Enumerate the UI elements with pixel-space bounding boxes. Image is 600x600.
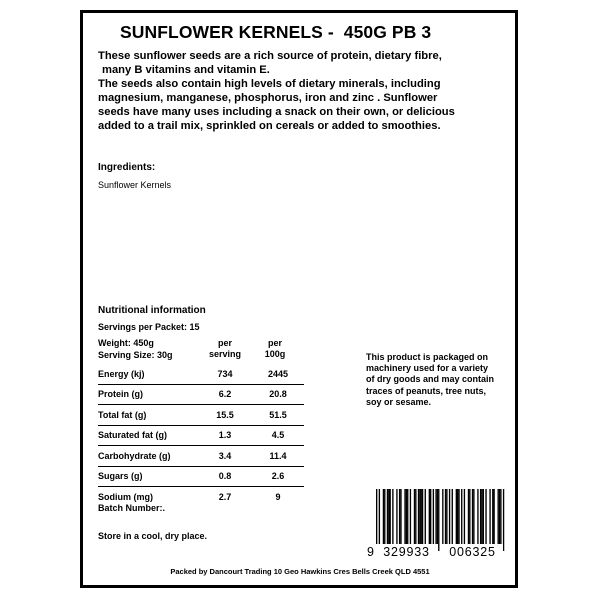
barcode-bar [492, 489, 493, 544]
nutrition-heading: Nutritional information [98, 305, 206, 316]
nutrient-label: Sugars (g) [98, 466, 198, 487]
barcode-bar [438, 489, 439, 551]
barcode-bar [388, 489, 389, 544]
table-row [98, 466, 304, 487]
allergen-statement [366, 352, 506, 408]
barcode-bar [468, 489, 469, 544]
barcode-bar [452, 489, 453, 544]
barcode-bar [445, 489, 446, 544]
nutrition-table [98, 364, 304, 507]
per-100g-value: 2.6 [252, 466, 304, 487]
barcode-bar [383, 489, 384, 544]
allergen-line: This product is packaged on [366, 352, 489, 362]
barcode-bar [379, 489, 380, 551]
column-header-line: per [267, 338, 282, 348]
per-serving-value: 2.7 [218, 491, 232, 502]
description-line: The seeds also contain high levels of dietary minerals, including [98, 78, 441, 91]
table-row [98, 384, 304, 405]
barcode-bar [407, 489, 408, 544]
barcode-bar [457, 489, 458, 544]
barcode-bar [422, 489, 423, 544]
description-line: These sunflower seeds are a rich source of protein, dietary fibre, [98, 50, 442, 62]
barcode-bar [387, 489, 388, 544]
nutrient-label: Energy (kj) [98, 364, 198, 384]
barcode-bar [399, 489, 400, 544]
barcode-left-digits: 329933 [383, 545, 430, 559]
barcode-bar [442, 489, 443, 544]
barcode-right-digits: 006325 [449, 545, 496, 559]
per-serving-value: 1.3 [198, 425, 252, 446]
barcode-bar [446, 489, 447, 544]
nutrient-label: Carbohydrate (g) [98, 446, 198, 467]
barcode-bar [418, 489, 419, 544]
barcode-bar [437, 489, 438, 544]
column-header-per-100g [250, 338, 300, 359]
barcode-bar [498, 489, 499, 544]
barcode-bar [425, 489, 426, 544]
barcode-bar [429, 489, 430, 544]
allergen-line: of dry goods and may contain [366, 374, 495, 385]
product-description [98, 49, 510, 134]
barcode-bar [472, 489, 473, 544]
barcode-bar [456, 489, 457, 544]
barcode-bar [464, 489, 465, 544]
barcode-bar [493, 489, 494, 544]
serving-size: Serving Size: 30g [98, 350, 173, 360]
per-100g-value: 20.8 [252, 384, 304, 405]
table-row [98, 405, 304, 426]
per-100g-value: 11.4 [252, 446, 304, 467]
per-serving-value: 3.4 [198, 446, 252, 467]
storage-instructions: Store in a cool, dry place. [98, 531, 208, 541]
barcode-bar [414, 489, 415, 544]
barcode-bar [384, 489, 385, 544]
ingredients-heading: Ingredients: [98, 162, 156, 173]
barcode-bar [390, 489, 391, 544]
barcode-bar [477, 489, 478, 544]
nutrient-label: Sodium (mg) [98, 491, 153, 502]
packer-address: Packed by Dancourt Trading 10 Geo Hawkins Cres Bells Creek QLD 4551 [170, 567, 430, 576]
column-header-per-serving [200, 338, 250, 359]
table-row [98, 364, 304, 384]
barcode-bar [489, 489, 490, 544]
barcode-bar [499, 489, 500, 544]
barcode-bar [500, 489, 501, 551]
allergen-line: machinery used for a variety [366, 363, 489, 374]
per-serving-value: 15.5 [198, 405, 252, 426]
table-row [98, 425, 304, 446]
barcode-bar [406, 489, 407, 544]
barcode-bar [433, 489, 434, 544]
table-row [98, 446, 304, 467]
nutrient-label: Total fat (g) [98, 405, 198, 426]
column-header-line: per [217, 338, 232, 348]
nutrient-label: Saturated fat (g) [98, 425, 198, 446]
description-line: added to a trail mix, sprinkled on cereals or added to smoothies. [98, 120, 441, 133]
servings-per-packet: Servings per Packet: 15 [98, 322, 200, 332]
per-serving-value: 6.2 [198, 384, 252, 405]
barcode-bar [410, 489, 411, 544]
barcode-bar [461, 489, 462, 544]
barcode-bar [396, 489, 397, 544]
barcode-bars [376, 489, 504, 551]
per-100g-value: 9 [275, 491, 281, 502]
per-100g-value: 4.5 [252, 425, 304, 446]
barcode-bar [400, 489, 401, 544]
allergen-line: soy or sesame. [366, 396, 432, 407]
barcode-bar [404, 489, 405, 544]
net-weight: Weight: 450g [98, 338, 154, 348]
barcode-bar [449, 489, 450, 544]
product-title: SUNFLOWER KERNELS - 450G PB 3 [120, 22, 432, 42]
barcode-bar [473, 489, 474, 544]
per-serving-value: 0.8 [198, 466, 252, 487]
barcode-first-digit: 9 [367, 545, 374, 559]
batch-number: Batch Number:. [98, 503, 166, 513]
column-header-line: serving [208, 348, 241, 359]
per-100g-value: 51.5 [252, 405, 304, 426]
description-line: seeds have many uses including a snack on their own, or delicious [98, 106, 455, 119]
barcode-bar [421, 489, 422, 544]
barcode-bar [480, 489, 481, 544]
per-100g-value: 2445 [252, 364, 304, 384]
description-line: many B vitamins and vitamin E. [102, 64, 270, 77]
barcode-bar [415, 489, 416, 544]
barcode-bar [435, 489, 436, 544]
barcode-bar [419, 489, 420, 544]
column-header-line: 100g [264, 348, 286, 359]
allergen-line: traces of peanuts, tree nuts, [366, 385, 487, 396]
per-serving-value: 734 [198, 364, 252, 384]
barcode-bar [503, 489, 504, 551]
ingredients-text: Sunflower Kernels [98, 180, 172, 190]
description-line: magnesium, manganese, phosphorus, iron and zinc . Sunflower [98, 92, 438, 105]
barcode-bar [481, 489, 482, 544]
barcode-bar [376, 489, 377, 551]
barcode-bar [469, 489, 470, 544]
barcode-bar [485, 489, 486, 544]
barcode-bar [483, 489, 484, 544]
nutrient-label: Protein (g) [98, 384, 198, 405]
barcode [366, 489, 511, 559]
barcode-bar [458, 489, 459, 544]
barcode-bar [392, 489, 393, 544]
barcode-bar [430, 489, 431, 544]
